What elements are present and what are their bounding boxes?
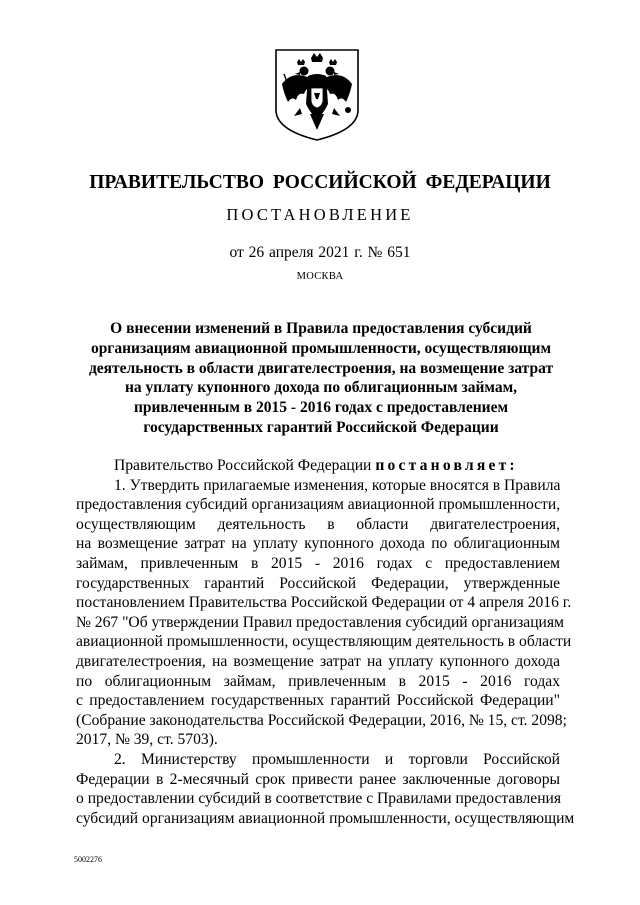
subject-line: организациям авиационной промышленности, осуществляющим [90,339,552,357]
subject-line: государственных гарантий Российской Федерации [143,418,499,436]
body-line: по облигационным займам, привлеченным в 2015 - 2016 годах [76,672,560,690]
document-date-number: от 26 апреля 2021 г. № 651 [229,244,411,261]
body-line: № 267 "Об утверждении Правил предоставления субсидий организациям [76,613,564,631]
document-type: ПОСТАНОВЛЕНИЕ [226,205,414,224]
document-body [76,456,575,828]
body-line: осуществляющим деятельность в области двигателестроения, [76,515,560,533]
government-title: ПРАВИТЕЛЬСТВО РОССИЙСКОЙ ФЕДЕРАЦИИ [89,172,551,193]
subject-line: О внесении изменений в Правила предоставления субсидий [110,320,532,337]
document-city: МОСКВА [296,271,344,282]
body-line: займам, привлеченным в 2015 - 2016 годах с предоставлением [76,554,560,572]
body-line: 1. Утвердить прилагаемые изменения, которые вносятся в Правила [114,476,561,494]
body-line: авиационной промышленности, осуществляющим деятельность в области [76,633,572,651]
body-line: Федерации в 2-месячный срок привести ранее заключенные договоры [76,770,560,788]
body-line: (Собрание законодательства Российской Федерации, 2016, № 15, ст. 2098; [76,711,567,729]
coat-of-arms-emblem [270,44,364,142]
preamble-line [76,456,560,476]
body-line: предоставления субсидий организациям авиационной промышленности, [76,496,561,514]
body-line: государственных гарантий Российской Федерации, утвержденные [76,574,560,592]
document-subject [60,319,582,438]
preamble-verb: постановляет: [375,457,518,474]
subject-line: деятельность в области двигателестроения, на возмещение затрат [88,359,554,377]
body-line: постановлением Правительства Российской Федерации от 4 апреля 2016 г. [76,594,572,612]
body-line: о предоставлении субсидий в соответствие с Правилами предоставления [76,790,562,808]
body-line: 2. Министерству промышленности и торговли Российской [114,750,560,768]
body-line: субсидий организациям авиационной промышленности, осуществляющим [76,809,575,827]
body-line: на возмещение затрат на уплату купонного дохода по облигационным [76,535,560,553]
subject-line: привлеченным в 2015 - 2016 годах с предоставлением [133,399,509,417]
document-code: 5002276 [74,855,102,864]
preamble-lead: Правительство Российской Федерации [114,457,372,474]
subject-line: на уплату купонного дохода по облигационным займам, [124,379,518,397]
body-line: двигателестроения, на возмещение затрат на уплату купонного дохода [76,652,560,670]
body-line: 2017, № 39, ст. 5703). [76,731,218,749]
body-line: с предоставлением государственных гарантий Российской Федерации" [76,692,560,710]
